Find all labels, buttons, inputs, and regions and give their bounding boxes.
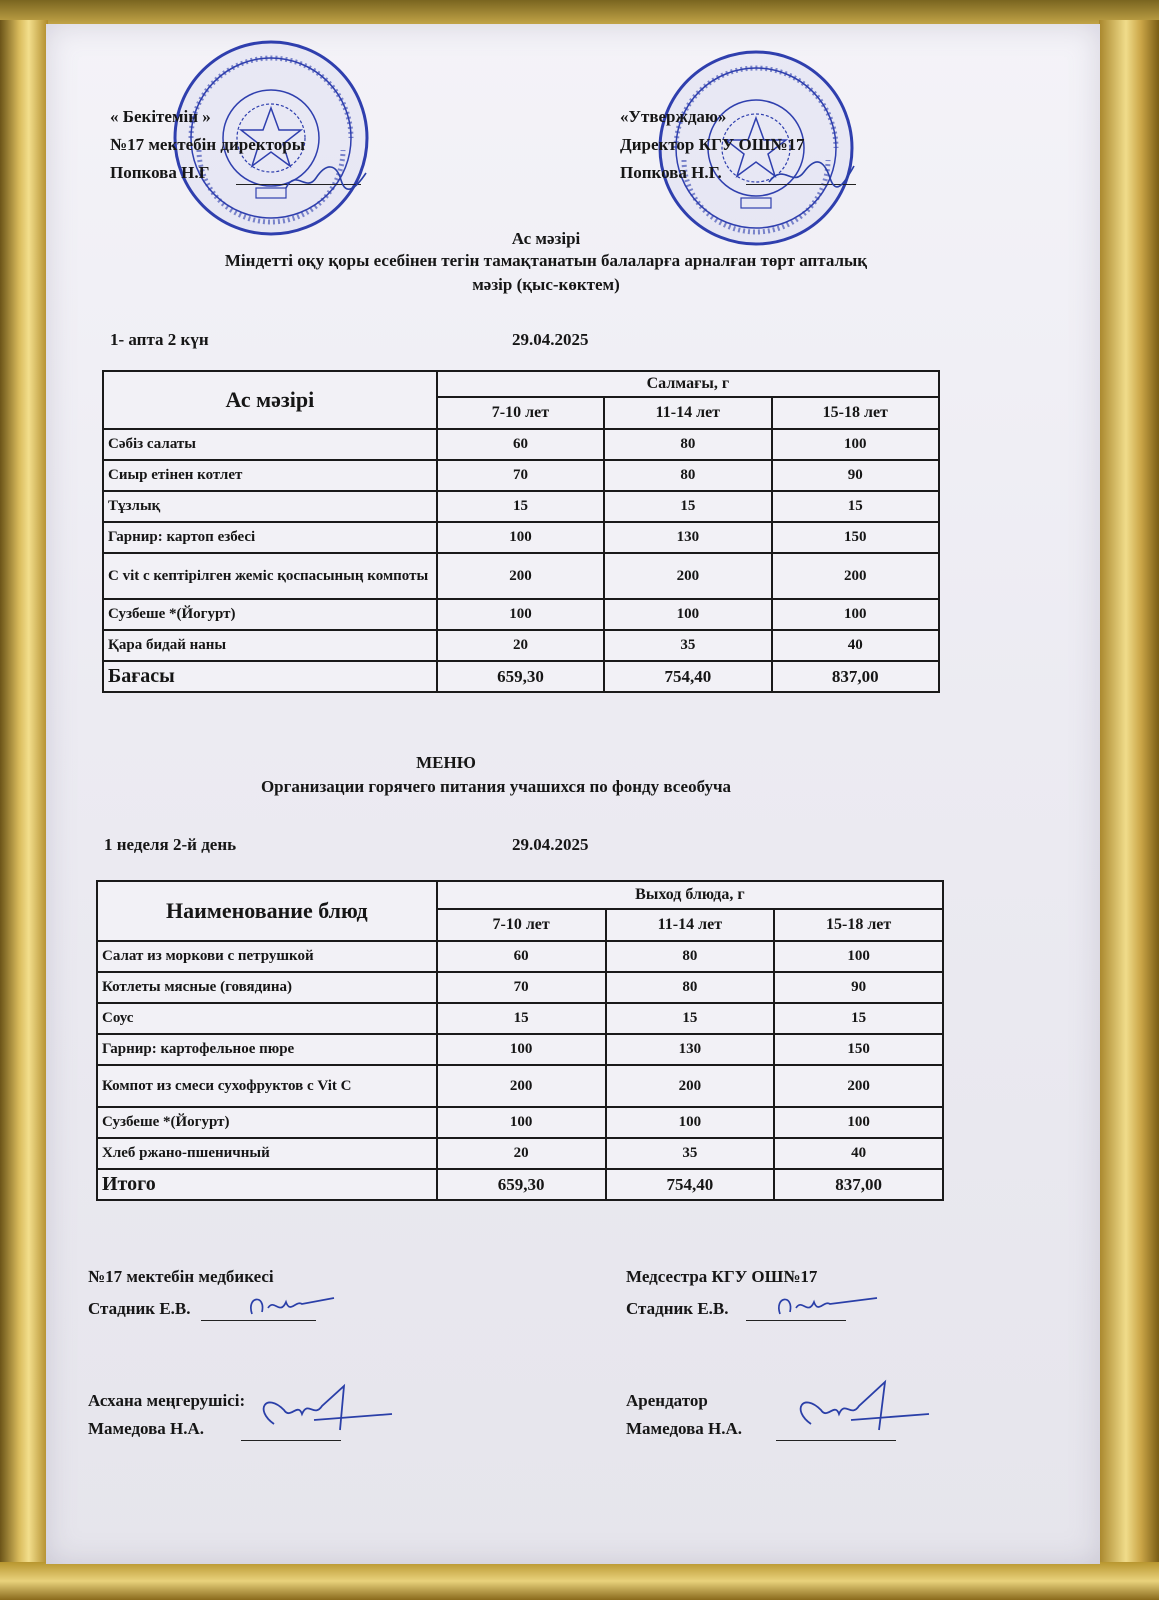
table-row	[103, 491, 939, 522]
dish-weight: 15	[437, 1003, 606, 1034]
dish-weight: 130	[604, 522, 771, 553]
dish-name: Гарнир: картофельное пюре	[97, 1034, 437, 1065]
ru-header-dish: Наименование блюд	[97, 881, 437, 941]
kz-header-dish: Ас мәзірі	[103, 371, 437, 429]
dish-weight: 60	[437, 429, 604, 460]
ru-header-weight: Выход блюда, г	[437, 881, 943, 909]
price-value: 754,40	[604, 661, 771, 692]
dish-weight: 15	[772, 491, 939, 522]
frame-top	[0, 0, 1159, 26]
dish-weight: 20	[437, 1138, 606, 1169]
dish-name: Гарнир: картоп езбесі	[103, 522, 437, 553]
dish-weight: 80	[606, 941, 775, 972]
dish-weight: 200	[772, 553, 939, 599]
table-row	[97, 1065, 943, 1107]
kz-week-day: 1- апта 2 күн	[110, 330, 209, 349]
dish-name: Салат из моркови с петрушкой	[97, 941, 437, 972]
dish-weight: 90	[772, 460, 939, 491]
dish-weight: 80	[604, 429, 771, 460]
kz-menu-table	[102, 370, 940, 693]
dish-weight: 90	[774, 972, 943, 1003]
dish-name: Компот из смеси сухофруктов с Vit C	[97, 1065, 437, 1107]
kz-age-11-14: 11-14 лет	[604, 397, 771, 429]
table-row	[103, 553, 939, 599]
dish-weight: 100	[437, 599, 604, 630]
canteen-ru-name: Мамедова Н.А.	[626, 1419, 743, 1438]
dish-name: Сузбеше *(Йогурт)	[97, 1107, 437, 1138]
dish-weight: 15	[437, 491, 604, 522]
ru-age-11-14: 11-14 лет	[606, 909, 775, 941]
dish-name: С vit с кептірілген жеміс қоспасының компоты	[103, 553, 437, 599]
dish-weight: 150	[772, 522, 939, 553]
dish-name: Қара бидай наны	[103, 630, 437, 661]
table-row	[97, 1138, 943, 1169]
total-label: Бағасы	[103, 661, 437, 692]
director-signature-kz	[281, 158, 371, 198]
dish-weight: 100	[437, 1034, 606, 1065]
dish-weight: 15	[774, 1003, 943, 1034]
dish-weight: 100	[606, 1107, 775, 1138]
ru-menu-subtitle: Организации горячего питания учашихся по фонду всеобуча	[260, 777, 732, 796]
dish-weight: 80	[604, 460, 771, 491]
total-value: 837,00	[774, 1169, 943, 1200]
total-row	[97, 1169, 943, 1200]
dish-name: Хлеб ржано-пшеничный	[97, 1138, 437, 1169]
ru-age-7-10: 7-10 лет	[437, 909, 606, 941]
table-row	[103, 429, 939, 460]
dish-weight: 35	[604, 630, 771, 661]
canteen-signature-kz	[244, 1380, 394, 1442]
approval-ru-name: Попкова Н.Г.	[620, 163, 722, 182]
kz-menu-subtitle: Міндетті оқу қоры есебінен тегін тамақтанатын балаларға арналған төрт апталық	[224, 251, 868, 270]
dish-weight: 100	[437, 1107, 606, 1138]
table-row	[97, 941, 943, 972]
table-row	[97, 972, 943, 1003]
approval-kz-position: №17 мектебін директоры	[110, 135, 305, 154]
dish-weight: 130	[606, 1034, 775, 1065]
dish-weight: 200	[606, 1065, 775, 1107]
director-signature-ru	[764, 154, 859, 194]
dish-name: Сузбеше *(Йогурт)	[103, 599, 437, 630]
approval-ru-position: Директор КГУ ОШ№17	[620, 135, 805, 154]
dish-name: Соус	[97, 1003, 437, 1034]
ru-week-day: 1 неделя 2-й день	[104, 835, 237, 854]
dish-weight: 100	[774, 941, 943, 972]
nurse-ru-title: Медсестра КГУ ОШ№17	[626, 1267, 818, 1286]
kz-header-weight: Салмағы, г	[437, 371, 939, 397]
total-row	[103, 661, 939, 692]
ru-age-15-18: 15-18 лет	[774, 909, 943, 941]
dish-weight: 200	[437, 553, 604, 599]
approval-kz-title: « Бекітемін »	[110, 107, 211, 126]
frame-bottom	[0, 1562, 1159, 1600]
nurse-kz-title: №17 мектебін медбикесі	[88, 1267, 274, 1286]
menu-sheet	[46, 24, 1100, 1564]
frame-right	[1099, 20, 1159, 1600]
dish-name: Котлеты мясные (говядина)	[97, 972, 437, 1003]
dish-weight: 100	[772, 599, 939, 630]
dish-weight: 100	[437, 522, 604, 553]
total-value: 659,30	[437, 1169, 606, 1200]
dish-weight: 80	[606, 972, 775, 1003]
dish-name: Сиыр етінен котлет	[103, 460, 437, 491]
dish-weight: 40	[772, 630, 939, 661]
dish-weight: 60	[437, 941, 606, 972]
canteen-kz-name: Мамедова Н.А.	[88, 1419, 205, 1438]
canteen-ru-title: Арендатор	[626, 1391, 708, 1410]
dish-weight: 15	[604, 491, 771, 522]
ru-menu-title: МЕНЮ	[416, 753, 476, 772]
table-row	[97, 1034, 943, 1065]
table-row	[97, 1003, 943, 1034]
approval-ru-title: «Утверждаю»	[620, 107, 727, 126]
kz-date: 29.04.2025	[512, 330, 589, 349]
dish-weight: 200	[437, 1065, 606, 1107]
table-row	[103, 522, 939, 553]
dish-weight: 200	[604, 553, 771, 599]
total-value: 754,40	[606, 1169, 775, 1200]
kz-menu-title: Ас мәзірі	[511, 229, 581, 248]
nurse-kz-name: Стадник Е.В.	[88, 1299, 191, 1318]
nurse-signature-kz	[244, 1286, 339, 1322]
kz-age-15-18: 15-18 лет	[772, 397, 939, 429]
dish-weight: 200	[774, 1065, 943, 1107]
dish-weight: 150	[774, 1034, 943, 1065]
ru-date: 29.04.2025	[512, 835, 589, 854]
canteen-signature-ru	[781, 1376, 931, 1442]
table-row	[97, 1107, 943, 1138]
approval-kz-name: Попкова Н.Г	[110, 163, 210, 182]
total-label: Итого	[97, 1169, 437, 1200]
kz-age-7-10: 7-10 лет	[437, 397, 604, 429]
ru-menu-table	[96, 880, 944, 1201]
dish-weight: 100	[774, 1107, 943, 1138]
dish-name: Тұзлық	[103, 491, 437, 522]
dish-weight: 20	[437, 630, 604, 661]
table-row	[103, 630, 939, 661]
table-row	[103, 460, 939, 491]
dish-weight: 100	[604, 599, 771, 630]
nurse-ru-name: Стадник Е.В.	[626, 1299, 729, 1318]
kz-menu-subtitle-season: мәзір (қыс-көктем)	[472, 275, 620, 294]
table-row	[103, 599, 939, 630]
dish-weight: 35	[606, 1138, 775, 1169]
dish-weight: 100	[772, 429, 939, 460]
frame-left	[0, 20, 48, 1600]
dish-weight: 40	[774, 1138, 943, 1169]
price-value: 837,00	[772, 661, 939, 692]
dish-name: Сәбіз салаты	[103, 429, 437, 460]
nurse-signature-ru	[772, 1286, 882, 1322]
canteen-kz-title: Асхана меңгерушісі:	[88, 1391, 246, 1410]
dish-weight: 70	[437, 972, 606, 1003]
price-value: 659,30	[437, 661, 604, 692]
dish-weight: 15	[606, 1003, 775, 1034]
dish-weight: 70	[437, 460, 604, 491]
